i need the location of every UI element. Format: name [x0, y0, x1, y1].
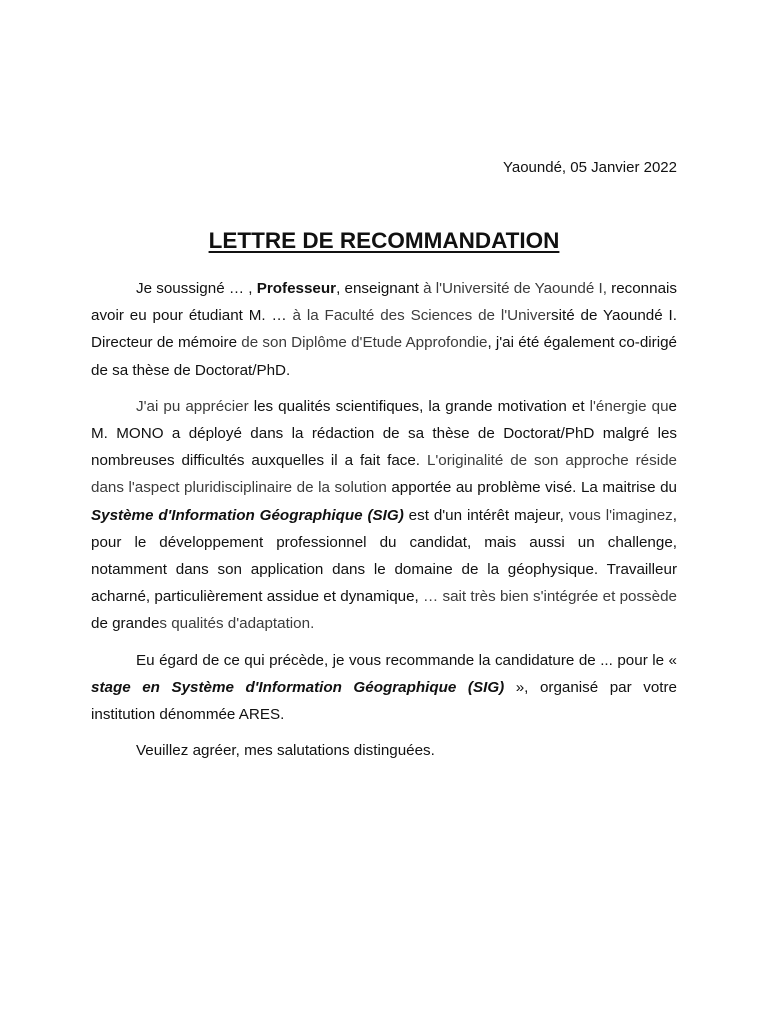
text-run: Je soussigné … , [136, 280, 257, 297]
text-run: », organisé par votre institution dénommée ARES. [91, 678, 677, 724]
text-run: Eu égard de ce qui précède, je vous recommande la candidature de ... pour le « [136, 651, 677, 669]
text-run: à l'Université de Yaoundé I, [423, 280, 607, 297]
text-run: est d'un intérêt majeur, [403, 506, 569, 524]
text-run: à la Faculté des Sciences de l'Univer [292, 307, 551, 325]
closing-salutation: Veuillez agréer, mes salutations distinguées. [136, 742, 435, 760]
text-run: l'énergie qu [589, 397, 669, 415]
text-run: vous l'imaginez [568, 506, 673, 524]
text-run: sité de Yaoundé I. Directeur de mémoire [91, 307, 677, 352]
bold-italic-text: Système d'Information Géographique (SIG) [91, 506, 404, 524]
text-run: … sait très bien s'intégrée et possède [423, 588, 677, 606]
paragraph-recommendation [91, 647, 677, 729]
text-run: e M. MONO a déployé dans la rédaction de sa thèse de Doctorat/PhD malgré les nombreuses difficultés auxquelles il a fait face. [91, 397, 677, 470]
text-run: apportée au problème visé. La maitrise du [386, 479, 677, 497]
letter-title: LETTRE DE RECOMMANDATION [208, 228, 560, 253]
text-run: L'originalité de son approche réside dans l'aspect pluridisciplinaire de la solution [91, 452, 677, 497]
paragraph-qualities [91, 393, 677, 638]
bold-italic-text: stage en Système d'Information Géographique (SIG) [91, 678, 505, 696]
text-run: les qualités scientifiques, la grande motivation et [248, 397, 590, 415]
text-run: de grande [91, 615, 160, 633]
text-run: s qualités d'adaptation. [159, 615, 315, 633]
text-run: J'ai pu apprécier [136, 397, 249, 415]
letter-body [91, 275, 677, 773]
text-run: reconnais avoir eu pour étudiant M. … [91, 280, 677, 325]
paragraph-introduction [91, 275, 677, 384]
text-run: , j'ai été également co-dirigé de sa thèse de Doctorat/PhD. [91, 334, 677, 379]
text-run: de son Diplôme d'Etude Approfondie [241, 334, 488, 352]
text-run: , enseignant [336, 280, 424, 297]
bold-text: Professeur [256, 280, 337, 297]
letter-date: Yaoundé, 05 Janvier 2022 [502, 159, 677, 176]
text-run: , pour le développement professionnel du candidat, mais aussi un challenge, notamment dans son application dans le domaine de la géophysique. Travailleur acharné, particulièrement assidue et dynamique, [91, 506, 677, 606]
